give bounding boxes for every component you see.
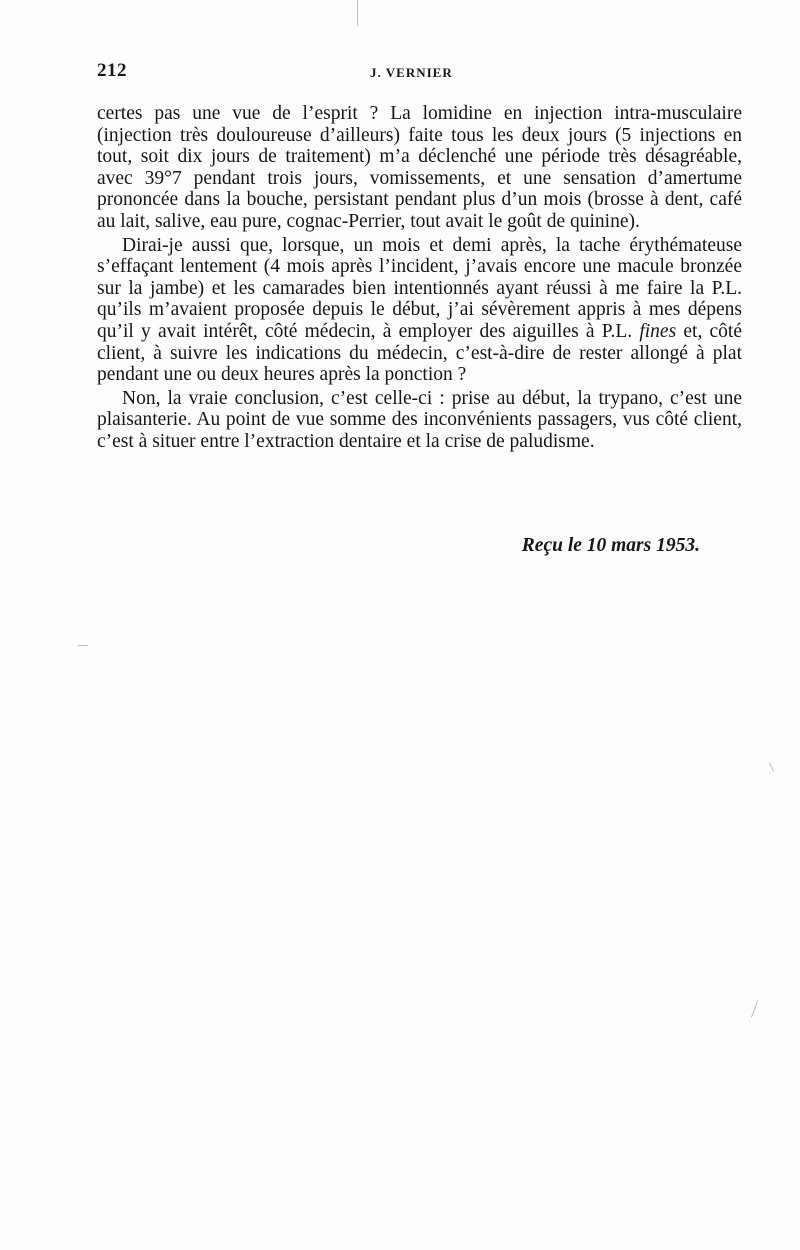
paragraph-2-text: Dirai-je aussi que, lorsque, un mois et demi après, la tache érythémateuse s’effaçant lentement (4 mois après l’incident, j’avais encore une macule bronzée sur la jambe) et les camarades bien intentionnés ayant réussi à me faire la P.L. qu’ils m’avaient proposée depuis le début, j’ai sévèrement appris à mes dépens qu’il y avait intérêt, côté médecin, à employer des aiguilles à P.L. [97,234,742,342]
scan-mark [769,762,774,771]
paragraph-3: Non, la vraie conclusion, c’est celle-ci : prise au début, la trypano, c’est une plaisanterie. Au point de vue somme des inconvénients passagers, vus côté client, c’est à situer entre l’extraction dentaire et la crise de paludisme. [97,387,742,452]
scan-mark [751,1000,758,1017]
paragraph-2-italic-word: fines [639,320,677,342]
scan-mark [357,0,358,26]
received-date: Reçu le 10 mars 1953. [521,535,700,556]
paragraph-2 [97,235,742,386]
running-head: J. VERNIER [370,65,453,80]
scan-mark [78,645,88,646]
page-number: 212 [97,60,127,81]
paragraph-2-tail: et, côté client, à suivre les indications du médecin, c’est-à-dire de rester allongé à plat pendant une ou deux heures après la ponction ? [97,320,742,386]
paragraph-1: certes pas une vue de l’esprit ? La lomidine en injection intra-musculaire (injection très douloureuse d’ailleurs) faite tous les deux jours (5 injections en tout, soit dix jours de traitement) m’a déclenché une période très désagréable, avec 39°7 pendant trois jours, vomissements, et une sensation d’amertume prononcée dans la bouche, persistant pendant plus d’un mois (brosse à dent, café au lait, salive, eau pure, cognac-Perrier, tout avait le goût de quinine). [97,103,742,232]
body-text [97,103,742,455]
